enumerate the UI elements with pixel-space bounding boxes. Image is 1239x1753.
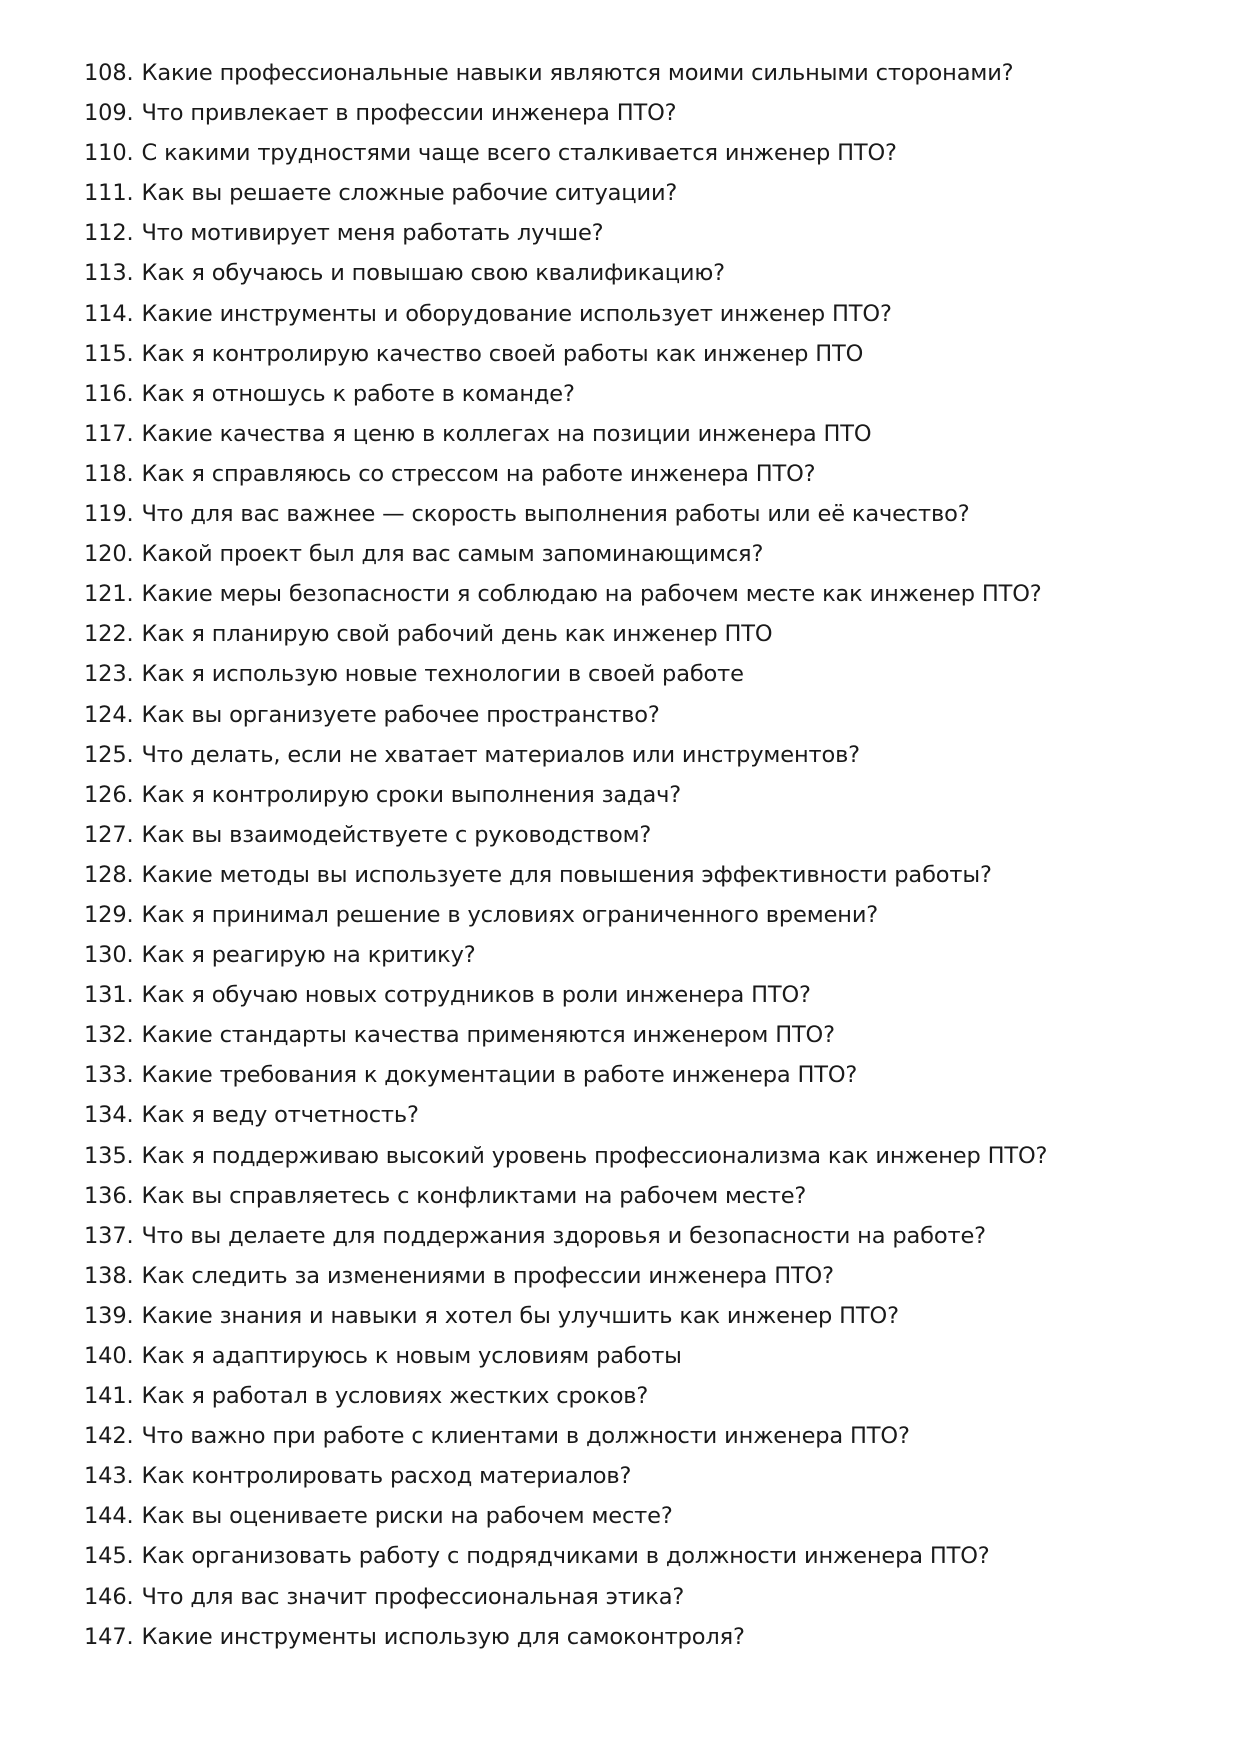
question-number: 139. xyxy=(84,1302,134,1329)
list-item xyxy=(84,381,1184,421)
list-item xyxy=(84,862,1184,902)
question-text: Как вы организуете рабочее пространство? xyxy=(141,701,660,728)
list-item xyxy=(84,1303,1184,1343)
question-text: Какой проект был для вас самым запоминающимся? xyxy=(141,541,764,568)
question-text: Как я использую новые технологии в своей работе xyxy=(141,661,744,688)
list-item xyxy=(84,942,1184,982)
list-item xyxy=(84,1062,1184,1102)
question-text: С какими трудностями чаще всего сталкивается инженер ПТО? xyxy=(141,140,897,167)
question-text: Как организовать работу с подрядчиками в должности инженера ПТО? xyxy=(141,1543,990,1570)
question-number: 140. xyxy=(84,1343,134,1369)
question-text: Как я веду отчетность? xyxy=(141,1102,419,1129)
question-text: Что для вас важнее — скорость выполнения работы или её качество? xyxy=(141,501,970,528)
question-text: Как я поддерживаю высокий уровень профессионализма как инженер ПТО? xyxy=(141,1142,1048,1169)
question-text: Что мотивирует меня работать лучше? xyxy=(141,220,604,247)
question-text: Как вы оцениваете риски на рабочем месте? xyxy=(141,1503,673,1530)
list-item xyxy=(84,501,1184,541)
question-text: Как я адаптируюсь к новым условиям работы xyxy=(141,1343,682,1369)
question-text: Как я обучаюсь и повышаю свою квалификацию? xyxy=(141,260,725,287)
list-item xyxy=(84,1022,1184,1062)
list-item xyxy=(84,702,1184,742)
question-number: 130. xyxy=(84,942,134,969)
question-number: 141. xyxy=(84,1383,134,1410)
question-number: 111. xyxy=(84,180,134,207)
question-text: Как я работал в условиях жестких сроков? xyxy=(141,1383,649,1410)
list-item xyxy=(84,1463,1184,1503)
question-number: 121. xyxy=(84,581,134,608)
list-item xyxy=(84,1223,1184,1263)
question-text: Как я планирую свой рабочий день как инженер ПТО xyxy=(141,621,773,648)
question-number: 118. xyxy=(84,460,134,487)
question-text: Какие меры безопасности я соблюдаю на рабочем месте как инженер ПТО? xyxy=(141,581,1042,608)
question-number: 108. xyxy=(84,60,134,86)
question-number: 126. xyxy=(84,781,134,808)
list-item xyxy=(84,1102,1184,1142)
question-number: 128. xyxy=(84,861,134,888)
question-number: 146. xyxy=(84,1583,134,1610)
list-item xyxy=(84,581,1184,621)
question-number: 117. xyxy=(84,420,134,447)
question-text: Что для вас значит профессиональная этика? xyxy=(141,1583,685,1610)
question-text: Какие стандарты качества применяются инженером ПТО? xyxy=(141,1022,835,1049)
list-item xyxy=(84,1183,1184,1223)
question-number: 124. xyxy=(84,701,134,728)
question-text: Как следить за изменениями в профессии инженера ПТО? xyxy=(141,1262,834,1289)
question-number: 123. xyxy=(84,661,134,688)
question-text: Как вы взаимодействуете с руководством? xyxy=(141,821,652,848)
question-number: 115. xyxy=(84,340,134,367)
list-item xyxy=(84,661,1184,701)
list-item xyxy=(84,180,1184,220)
question-text: Как я отношусь к работе в команде? xyxy=(141,380,575,407)
question-text: Как я реагирую на критику? xyxy=(141,942,476,969)
question-text: Какие инструменты использую для самоконтроля? xyxy=(141,1623,745,1650)
list-item xyxy=(84,1423,1184,1463)
list-item xyxy=(84,822,1184,862)
question-text: Как я контролирую качество своей работы как инженер ПТО xyxy=(141,340,864,367)
list-item xyxy=(84,260,1184,300)
question-number: 122. xyxy=(84,621,134,648)
question-number: 137. xyxy=(84,1222,134,1249)
question-number: 120. xyxy=(84,541,134,568)
question-text: Как я контролирую сроки выполнения задач? xyxy=(141,781,682,808)
list-item xyxy=(84,461,1184,501)
question-text: Какие качества я ценю в коллегах на позиции инженера ПТО xyxy=(141,420,872,447)
list-item xyxy=(84,621,1184,661)
list-item xyxy=(84,301,1184,341)
list-item xyxy=(84,1383,1184,1423)
question-number: 112. xyxy=(84,220,134,247)
list-item xyxy=(84,1143,1184,1183)
question-number: 129. xyxy=(84,901,134,928)
list-item xyxy=(84,742,1184,782)
list-item xyxy=(84,1624,1184,1664)
question-number: 138. xyxy=(84,1262,134,1289)
list-item xyxy=(84,541,1184,581)
question-text: Что важно при работе с клиентами в должности инженера ПТО? xyxy=(141,1423,910,1450)
list-item xyxy=(84,140,1184,180)
question-number: 110. xyxy=(84,140,134,167)
question-number: 136. xyxy=(84,1182,134,1209)
question-number: 143. xyxy=(84,1463,134,1490)
list-item xyxy=(84,1584,1184,1624)
question-text: Какие инструменты и оборудование использует инженер ПТО? xyxy=(141,300,892,327)
question-number: 113. xyxy=(84,260,134,287)
list-item xyxy=(84,1543,1184,1583)
question-text: Какие методы вы используете для повышения эффективности работы? xyxy=(141,861,992,888)
question-text: Как вы решаете сложные рабочие ситуации? xyxy=(141,180,678,207)
list-item xyxy=(84,1503,1184,1543)
list-item xyxy=(84,982,1184,1022)
question-number: 114. xyxy=(84,300,134,327)
question-list xyxy=(84,60,1184,1664)
list-item xyxy=(84,100,1184,140)
question-text: Что делать, если не хватает материалов или инструментов? xyxy=(141,741,860,768)
question-number: 134. xyxy=(84,1102,134,1129)
question-number: 147. xyxy=(84,1623,134,1650)
question-number: 109. xyxy=(84,100,134,127)
question-number: 142. xyxy=(84,1423,134,1450)
question-text: Что вы делаете для поддержания здоровья и безопасности на работе? xyxy=(141,1222,986,1249)
question-text: Какие знания и навыки я хотел бы улучшить как инженер ПТО? xyxy=(141,1302,899,1329)
question-text: Какие профессиональные навыки являются моими сильными сторонами? xyxy=(141,60,1014,86)
question-text: Что привлекает в профессии инженера ПТО? xyxy=(141,100,677,127)
question-number: 125. xyxy=(84,741,134,768)
question-text: Как я обучаю новых сотрудников в роли инженера ПТО? xyxy=(141,982,811,1009)
question-text: Как я справляюсь со стрессом на работе инженера ПТО? xyxy=(141,460,816,487)
question-number: 116. xyxy=(84,380,134,407)
list-item xyxy=(84,220,1184,260)
question-number: 144. xyxy=(84,1503,134,1530)
list-item xyxy=(84,341,1184,381)
question-text: Какие требования к документации в работе инженера ПТО? xyxy=(141,1062,858,1089)
list-item xyxy=(84,1263,1184,1303)
list-item xyxy=(84,421,1184,461)
list-item xyxy=(84,1343,1184,1383)
list-item xyxy=(84,902,1184,942)
question-number: 145. xyxy=(84,1543,134,1570)
question-number: 133. xyxy=(84,1062,134,1089)
question-number: 119. xyxy=(84,501,134,528)
question-number: 127. xyxy=(84,821,134,848)
list-item xyxy=(84,782,1184,822)
question-text: Как контролировать расход материалов? xyxy=(141,1463,632,1490)
question-text: Как я принимал решение в условиях ограниченного времени? xyxy=(141,901,879,928)
document-page xyxy=(84,60,1184,1664)
list-item xyxy=(84,60,1184,100)
question-number: 131. xyxy=(84,982,134,1009)
question-text: Как вы справляетесь с конфликтами на рабочем месте? xyxy=(141,1182,807,1209)
question-number: 135. xyxy=(84,1142,134,1169)
question-number: 132. xyxy=(84,1022,134,1049)
